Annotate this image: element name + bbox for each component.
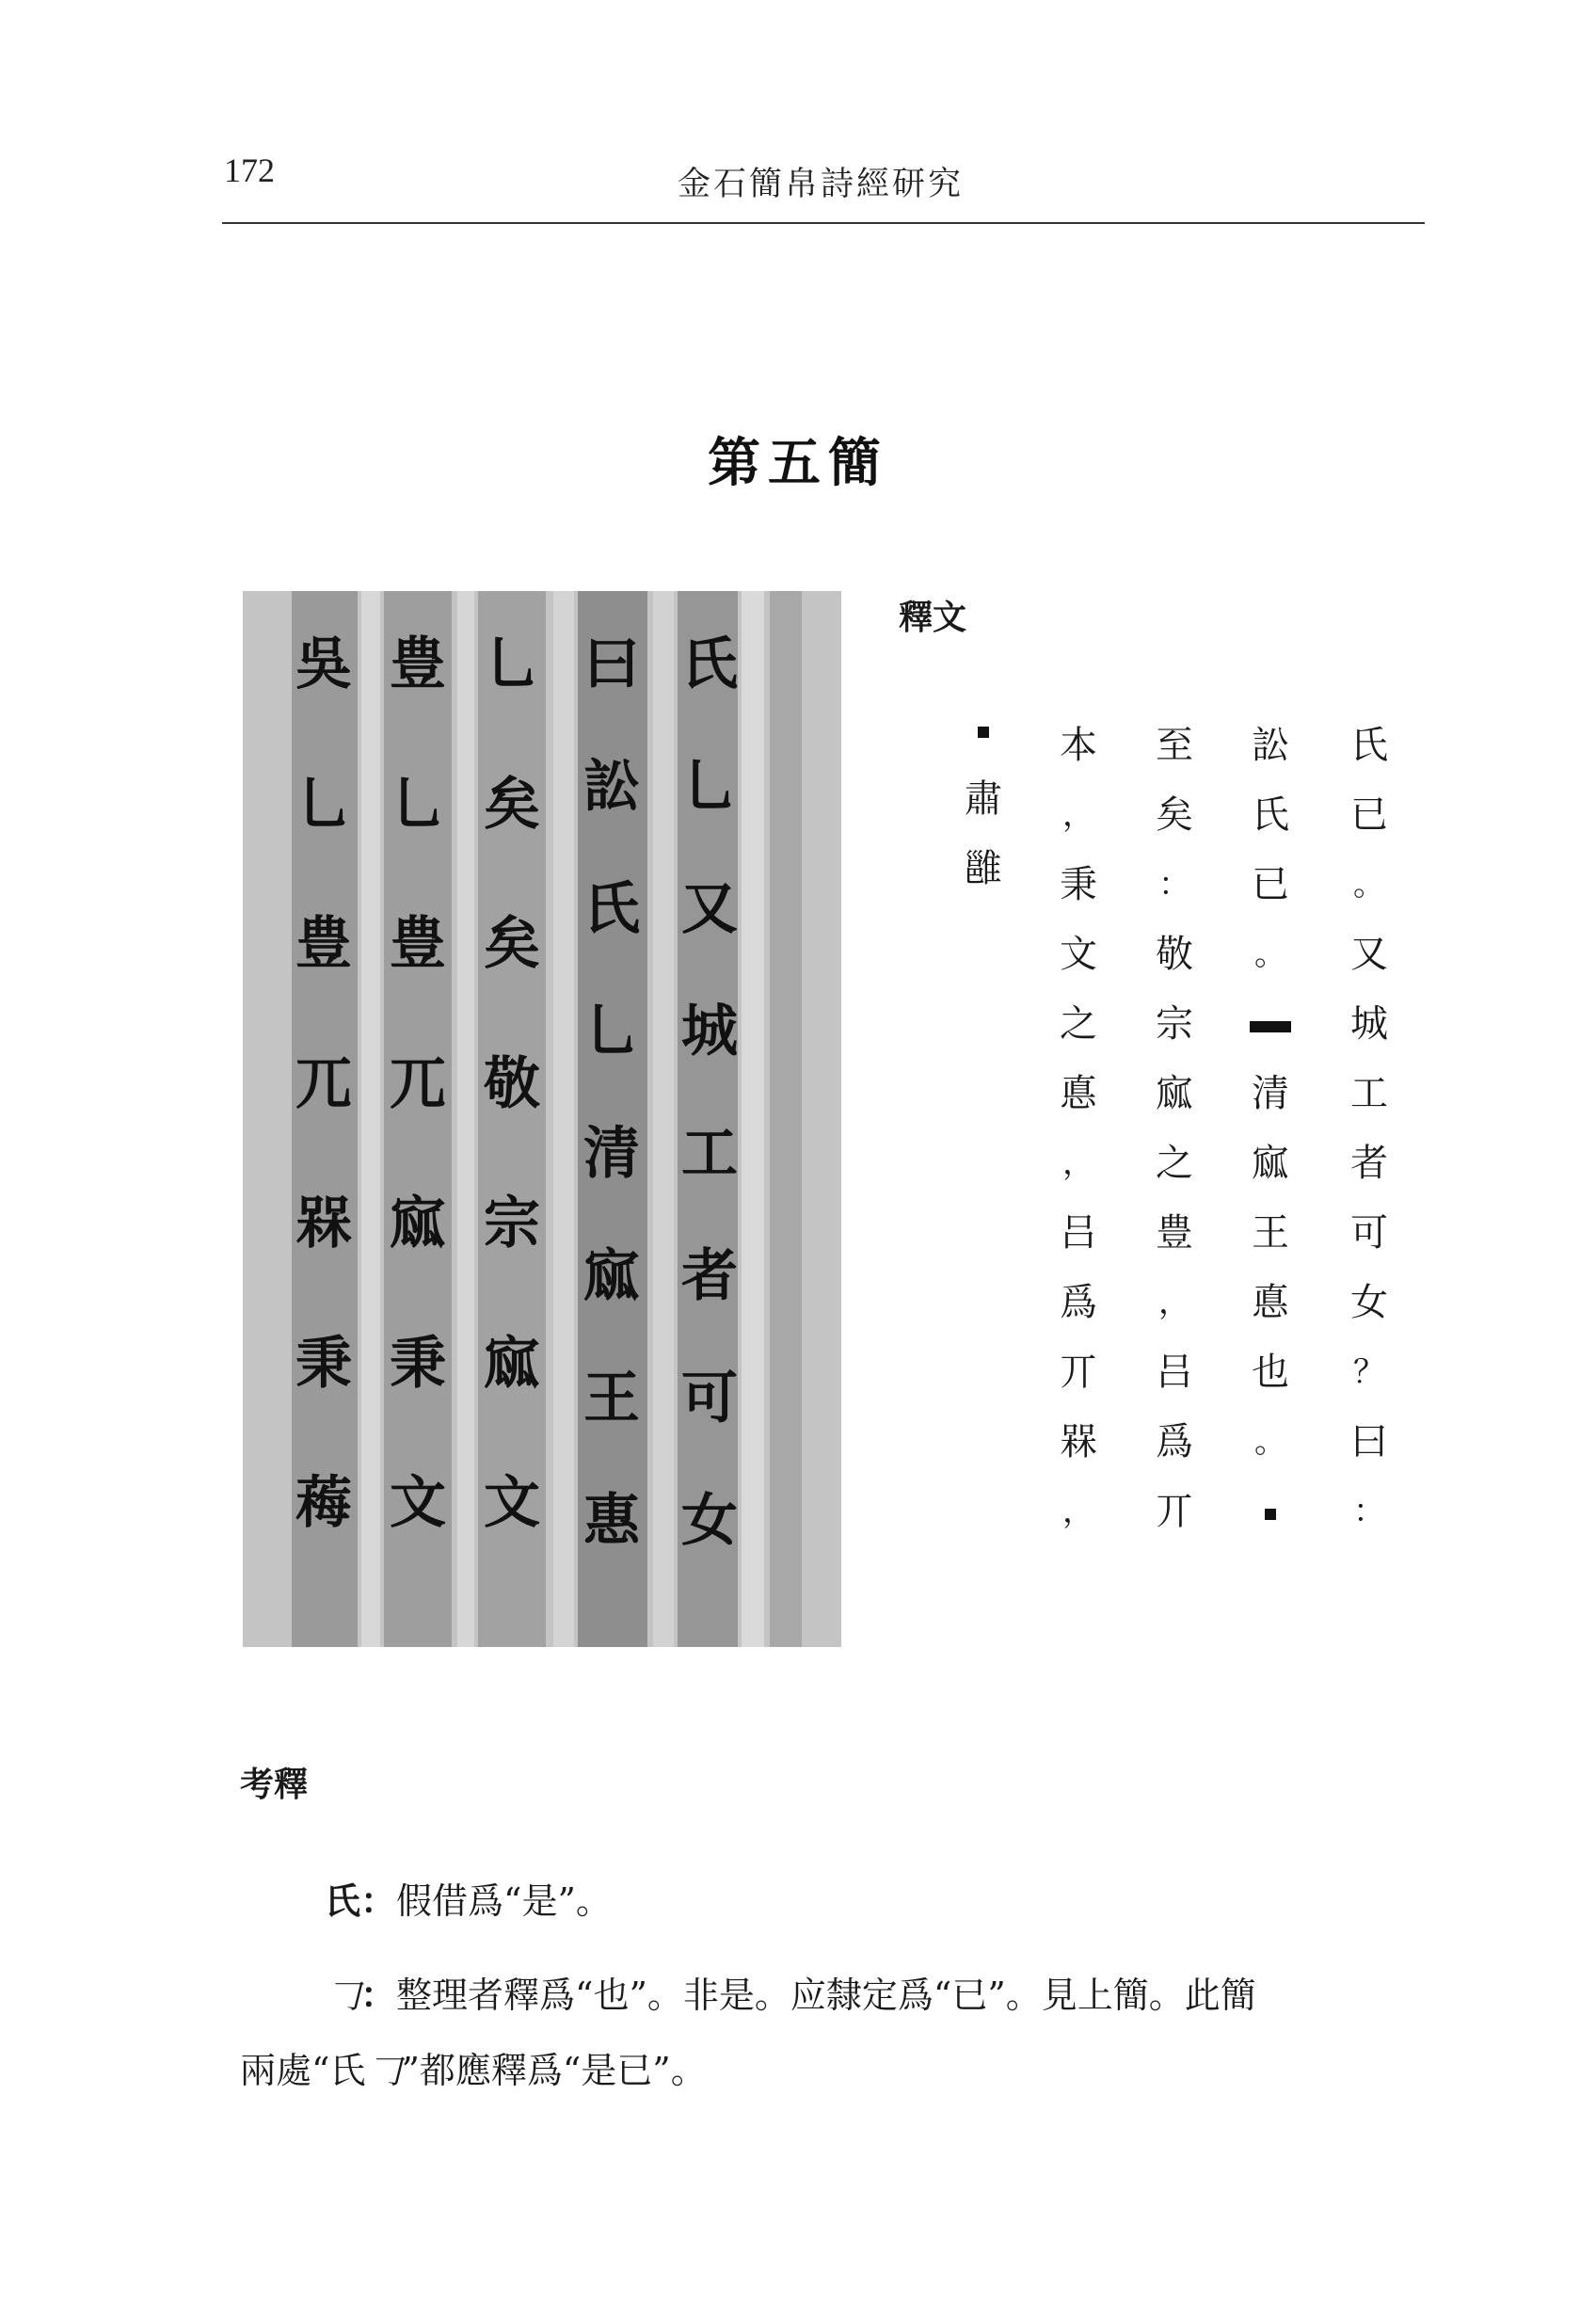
transcription-char: 者	[1350, 1142, 1388, 1185]
transcription-char: 悳	[1060, 1072, 1097, 1115]
ancient-glyph: 𠃌	[325, 1975, 361, 2016]
slip-glyph: 豊	[390, 911, 446, 978]
transcription-char: 悳	[1252, 1281, 1289, 1324]
transcription-char: ，	[1062, 1144, 1094, 1182]
header-divider	[222, 222, 1425, 224]
slip-glyph: 宗	[484, 1191, 540, 1257]
commentary-entry-1	[325, 1882, 612, 1920]
transcription-char: 雝	[965, 847, 1002, 890]
slip-glyph: 乚	[681, 754, 738, 820]
transcription-char: ：	[1158, 866, 1190, 904]
ancient-glyph: 𠃌	[365, 2050, 402, 2091]
transcription-char: 吕	[1156, 1351, 1193, 1394]
transcription-char: 。	[1353, 866, 1385, 904]
slip-glyph: 訟	[583, 754, 640, 820]
transcription-char: 也	[1252, 1351, 1289, 1394]
transcription-char: 。	[1254, 1423, 1286, 1461]
slip-glyph: 乚	[390, 771, 446, 838]
slip-glyph: 可	[681, 1366, 738, 1431]
slip-glyph: 曰	[583, 632, 640, 697]
transcription-char: ，	[1158, 1284, 1190, 1321]
slip-glyph: 矣	[484, 771, 540, 838]
transcription-char: 女	[1350, 1281, 1388, 1324]
transcription-char: 寙	[1156, 1072, 1193, 1115]
page-number: 172	[224, 152, 275, 189]
entry-term: 氏	[325, 1880, 361, 1922]
commentary-entry-2-line-1	[325, 1976, 1256, 2014]
transcription-char: 氏	[1350, 724, 1388, 767]
entry-text: 兩處“氏	[240, 2050, 366, 2091]
slip-glyph: 又	[681, 876, 738, 942]
transcription-char: 肅	[965, 777, 1002, 821]
transcription-char: 爲	[1060, 1281, 1097, 1324]
commentary-entry-2-line-2	[240, 2052, 707, 2089]
transcription-char: 爲	[1156, 1420, 1193, 1463]
transcription-char: 又	[1350, 933, 1388, 976]
transcription-char: 丌	[1156, 1490, 1193, 1533]
slip-glyph: 兀	[295, 1050, 352, 1117]
entry-text: 假借爲“是”。	[396, 1880, 612, 1922]
transcription-char	[1242, 989, 1299, 1059]
running-title: 金石簡帛詩經研究	[678, 166, 965, 203]
section-mark-square	[978, 727, 989, 738]
slip-glyph: 王	[583, 1366, 640, 1431]
transcription-char: 之	[1060, 1002, 1097, 1046]
transcription-char: 工	[1350, 1072, 1388, 1115]
transcription-char: 矣	[1156, 793, 1193, 837]
slip-glyph: 寙	[583, 1243, 640, 1309]
slip-glyph: 文	[390, 1470, 446, 1537]
slip-glyph: 秉	[295, 1330, 352, 1397]
transcription-char: 寙	[1252, 1142, 1289, 1185]
transcription-column	[1242, 711, 1299, 1546]
transcription-char: ？	[1353, 1353, 1385, 1391]
transcription-column	[955, 695, 1012, 904]
transcription-char: 本	[1060, 724, 1097, 767]
slip-glyph: 寙	[484, 1330, 540, 1397]
slip-glyph: 寙	[390, 1191, 446, 1257]
transcription-char: 豊	[1156, 1211, 1193, 1255]
slip-glyph: 者	[681, 1243, 738, 1309]
transcription-char: 吕	[1060, 1211, 1097, 1255]
transcription-char: 槑	[1060, 1420, 1097, 1463]
transcription-char: 可	[1350, 1211, 1388, 1255]
slip-glyph: 兀	[390, 1050, 446, 1117]
slip-glyph: 氏	[583, 876, 640, 942]
transcription-char: 之	[1156, 1142, 1193, 1185]
transcription-char: 訟	[1252, 724, 1289, 767]
transcription-char: 。	[1254, 936, 1286, 973]
slip-glyph: 矣	[484, 911, 540, 978]
slip-glyph: 豊	[295, 911, 352, 978]
transcription-char: ，	[1062, 796, 1094, 834]
transcription-char: 已	[1350, 793, 1388, 837]
slip-glyph: 吳	[295, 632, 352, 697]
section-mark-square	[1265, 1509, 1276, 1520]
slip-glyph: 乚	[484, 632, 540, 697]
transcription-char: 城	[1350, 1002, 1388, 1046]
entry-colon: ：	[360, 1975, 397, 2016]
entry-text: ”都應釋爲“是已”。	[401, 2050, 707, 2091]
bamboo-slips-photo	[243, 591, 841, 1647]
slip-glyph: 女	[681, 1488, 738, 1554]
slip-glyph: 惠	[583, 1488, 640, 1554]
slip-glyph: 氏	[681, 632, 738, 697]
transcription-char: 敬	[1156, 933, 1193, 976]
transcription-char: 宗	[1156, 1002, 1193, 1046]
transcription-char: 氏	[1252, 793, 1289, 837]
transcription-char: ：	[1353, 1493, 1385, 1530]
section-title: 第五簡	[708, 433, 888, 494]
transcription-char	[955, 695, 1012, 764]
transcription-char: 已	[1252, 863, 1289, 906]
slip-glyph: 䔦	[295, 1470, 352, 1537]
slip-glyph: 城	[681, 999, 738, 1064]
transcription-char: 清	[1252, 1072, 1289, 1115]
slip-glyph: 清	[583, 1121, 640, 1187]
transcription-column	[1050, 711, 1107, 1546]
slip-glyph: 文	[484, 1470, 540, 1537]
slip-glyph: 工	[681, 1121, 738, 1187]
transcription-char: 秉	[1060, 863, 1097, 906]
slip-glyph: 乚	[583, 999, 640, 1064]
transcription-char: 至	[1156, 724, 1193, 767]
transcription-char: 曰	[1350, 1420, 1388, 1463]
transcription-char: 王	[1252, 1211, 1289, 1255]
transcription-column	[1146, 711, 1203, 1546]
slip-glyph: 敬	[484, 1050, 540, 1117]
slip-glyph: 槑	[295, 1191, 352, 1257]
commentary-heading: 考釋	[240, 1766, 309, 1804]
slip-glyph: 秉	[390, 1330, 446, 1397]
transcription-heading: 釋文	[899, 599, 967, 637]
transcription-char: 文	[1060, 933, 1097, 976]
transcription-char	[1242, 1477, 1299, 1546]
transcription-char: ，	[1062, 1493, 1094, 1530]
slip-glyph: 乚	[295, 771, 352, 838]
section-mark-bar	[1250, 1021, 1291, 1032]
transcription-column	[1341, 711, 1397, 1546]
entry-text: 整理者釋爲“也”。非是。应隸定爲“已”。見上簡。此簡	[396, 1975, 1256, 2016]
entry-colon: ：	[360, 1880, 397, 1922]
slip-glyph: 豊	[390, 632, 446, 697]
transcription-char: 丌	[1060, 1351, 1097, 1394]
